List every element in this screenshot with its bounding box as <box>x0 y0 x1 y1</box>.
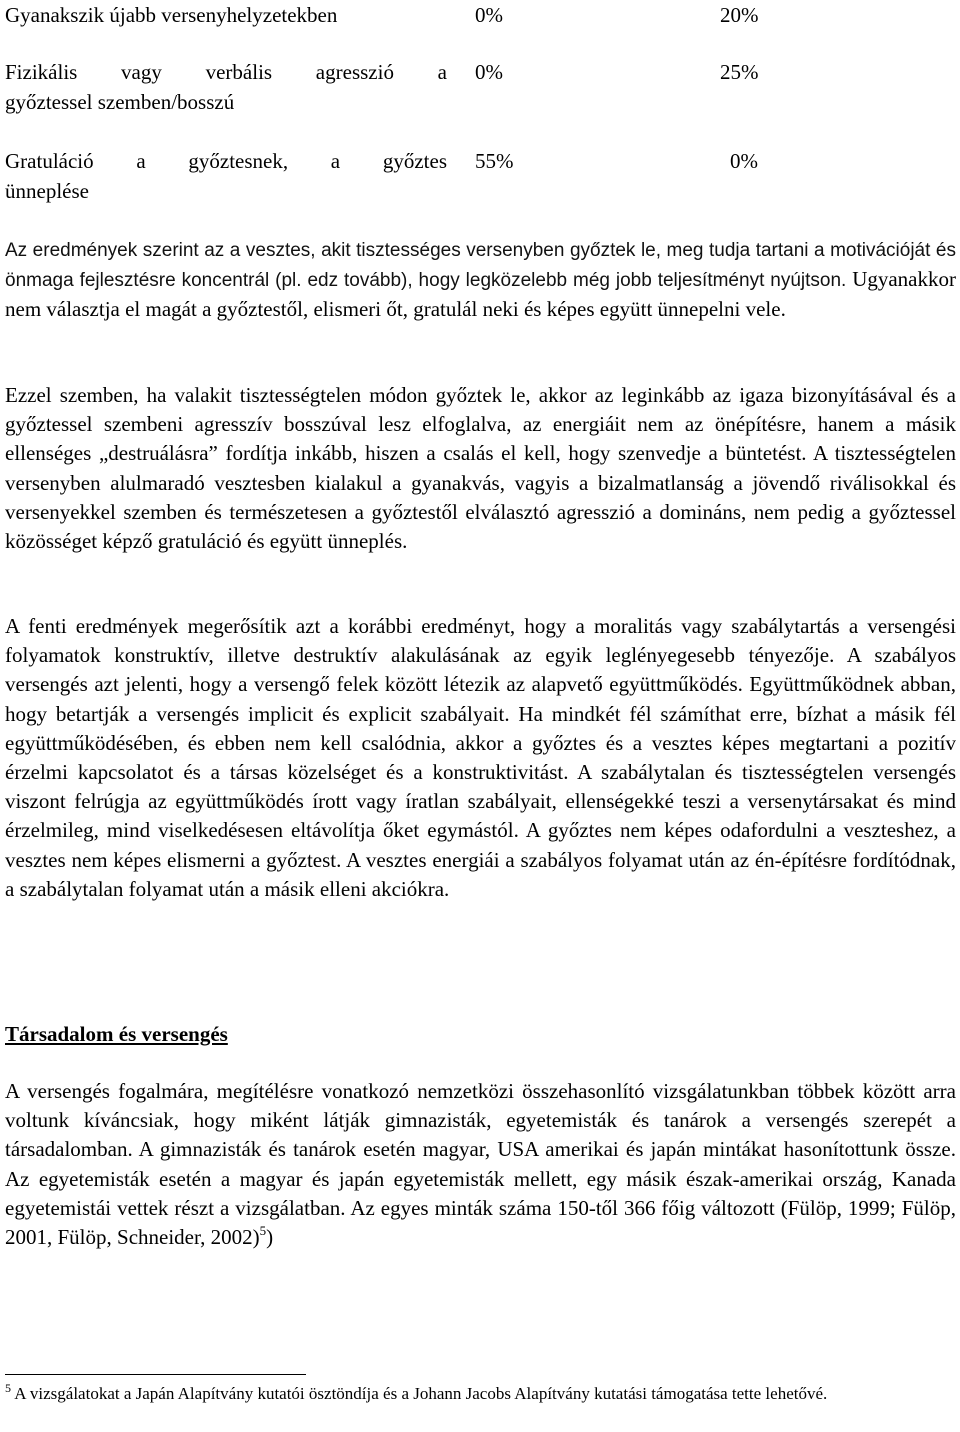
paragraph-morality: A fenti eredmények megerősítik azt a korábbi eredményt, hogy a moralitás vagy szabálytartás a versengési folyamatok konstruktív, illetve destruktív alakulásának az egyik leglényegesebb tényezője. A szabályos versengés azt jelenti, hogy a versengő felek között létezik az alapvető együttműködés. Együttműködnek abban, hogy betartják a versengés implicit és explicit szabályait. Ha mindkét fél számíthat erre, bízhat a másik fél együttműködésében, és ebben nem kell csalódnia, akkor a győztes és a vesztes képes megtartani a pozitív érzelmi kapcsolatot és a társas közelséget és a konstruktivitást. A szabálytalan és tisztességtelen versengés viszont felrúgja az együttműködés írott vagy íratlan szabályait, ellenségekké teszi a versenytársakat és mind érzelmileg, mind viselkedésesen eltávolítja őket egymástól. A győztes nem képes odafordulni a veszteshez, a vesztes nem képes elismerni a győztest. A vesztes energiái a szabályos folyamat után az én-építésre fordítódnak, a szabálytalan folyamat után a másik elleni akciókra. <box>5 614 956 901</box>
table-cell-value-a: 0% <box>475 3 503 27</box>
footnote <box>5 1382 956 1406</box>
paragraph-results <box>5 235 956 325</box>
paragraph-results-part2: Ugyanakkor nem választja el magát a győztestől, elismeri őt, gratulál neki és képes együtt ünnepelni vele. <box>5 267 956 322</box>
table-cell-value-a: 55% <box>475 149 514 173</box>
table-cell-value-b: 25% <box>720 60 759 84</box>
paragraph-society <box>5 1077 956 1252</box>
table-row-label-line: győztessel szemben/bosszú <box>5 90 235 114</box>
paragraph-results-part1: Az eredmények szerint az a vesztes, akit tisztességes versenyben győztek le, meg tudja tartani a motivációját és önmaga fejlesztésre koncentrál (pl. edz tovább), hogy legközelebb még jobb teljesítményt nyújtson. <box>5 240 956 292</box>
table-row-label-line: Fizikális vagy verbális agresszió a <box>5 60 447 84</box>
table-row-label <box>5 0 447 30</box>
footnote-marker: 5 <box>5 1381 11 1395</box>
paragraph-contrast: Ezzel szemben, ha valakit tisztességtelen módon győztek le, akkor az leginkább az igaza bizonyításával és a győztessel szembeni agresszív bosszúval lesz elfoglalva, az energiáit nem az önépítésre, hanem a másik ellenséges „destruálásra” fordítja inkább, hiszen a csalás el kell, hogy szenvedje a büntetést. A tisztességtelen versenyben alulmaradó vesztesben kialakul a gyanakvás, vagyis a bizalmatlanság a jövendő riválisokkal és versenyekkel szemben és természetesen a győztestől elválasztó agresszió a domináns, nem pedig a győztessel közösséget képző gratuláció és együtt ünneplés. <box>5 383 956 554</box>
footnote-reference[interactable]: 5 <box>259 1223 267 1239</box>
table-row-label <box>5 57 447 117</box>
table-row-label-line: ünneplése <box>5 179 89 203</box>
table-cell-value-b: 20% <box>720 3 759 27</box>
table-row-label-line: Gratuláció a győztesnek, a győztes <box>5 149 447 173</box>
section-heading: Társadalom és versengés <box>5 1022 228 1046</box>
table-row-label-line: Gyanakszik újabb versenyhelyzetekben <box>5 3 338 27</box>
footnote-divider <box>5 1374 306 1375</box>
paragraph-society-end: ) <box>266 1225 274 1250</box>
paragraph-society-text: A versengés fogalmára, megítélésre vonatkozó nemzetközi összehasonlító vizsgálatunkban többek között arra voltunk kíváncsiak, hogy miként látják gimnazisták, egyetemisták és tanárok a versengés szerepét a társadalomban. A gimnazisták és tanárok esetén magyar, USA amerikai és japán mintákat hasonítottunk össze. Az egyetemisták esetén a magyar és japán egyetemisták mellett, egy másik észak-amerikai ország, Kanada egyetemistái vettek részt a vizsgálatban. Az egyes minták száma 150-től 366 főig változott (Fülöp, 1999; Fülöp, 2001, Fülöp, Schneider, 2002) <box>5 1079 956 1250</box>
footnote-text: A vizsgálatokat a Japán Alapítvány kutatói ösztöndíja és a Johann Jacobs Alapítvány kutatási támogatása tette lehetővé. <box>11 1384 828 1403</box>
table-row-label <box>5 146 447 206</box>
table-cell-value-a: 0% <box>475 60 503 84</box>
table-cell-value-b: 0% <box>730 149 758 173</box>
